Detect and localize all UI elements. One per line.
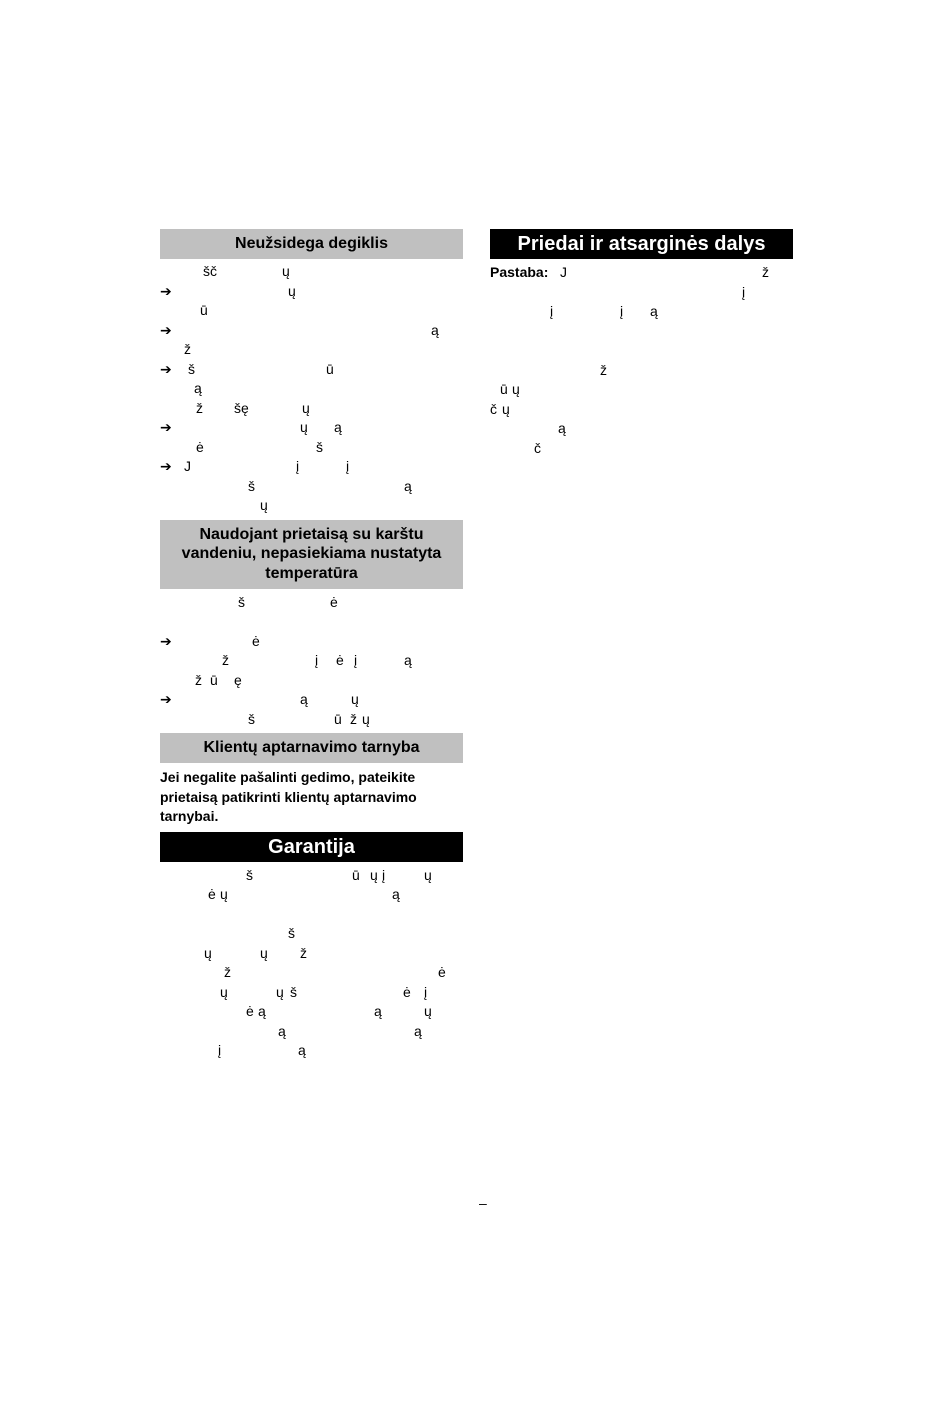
text-fragment: ž [350, 710, 357, 727]
text-fragment: į [382, 866, 386, 883]
arrow-right-icon: ➔ [160, 691, 172, 707]
text-fragment: ū [326, 360, 334, 377]
text-fragment: ą [194, 380, 202, 396]
text-fragment: ą [298, 1042, 306, 1058]
text-fragment: ų [204, 944, 212, 961]
text-fragment: ž [184, 341, 191, 357]
text-fragment: š [248, 710, 255, 727]
text-fragment: ū [352, 866, 360, 883]
text-fragment: ą [414, 1022, 422, 1039]
arrow-right-icon: ➔ [160, 632, 172, 649]
left-column [160, 229, 463, 1061]
text-fragment: ų [300, 419, 308, 435]
text-line [160, 262, 463, 282]
section-body-burner [160, 262, 463, 516]
text-line [160, 612, 463, 632]
text-fragment: ą [374, 1003, 382, 1019]
text-line [160, 671, 463, 691]
text-line [160, 399, 463, 419]
text-fragment: ų [362, 710, 370, 727]
text-fragment: š [188, 360, 195, 377]
text-fragment: ų [220, 886, 228, 902]
section-heading-accessories: Priedai ir atsarginės dalys [490, 229, 793, 259]
text-line [160, 379, 463, 399]
customer-service-text: Jei negalite pašalinti gedimo, pateikite prietaisą patikrinti klientų aptarnavimo tarnybai. [160, 769, 417, 824]
text-fragment: ė [196, 438, 204, 455]
text-fragment: į [315, 652, 319, 668]
list-item [160, 690, 463, 710]
text-fragment: ą [431, 321, 439, 338]
list-item [160, 360, 463, 380]
text-fragment: ų [220, 983, 228, 1000]
text-fragment: š [288, 925, 295, 941]
text-fragment: ė [252, 632, 260, 649]
text-fragment: ė [438, 964, 446, 980]
text-fragment: ę [234, 671, 242, 688]
text-fragment: ž [222, 652, 229, 668]
text-line [160, 496, 463, 516]
text-line [160, 944, 463, 964]
text-line [160, 1022, 463, 1042]
text-fragment: ž [600, 361, 607, 378]
text-fragment: ž [224, 964, 231, 980]
text-fragment: šč [203, 263, 217, 279]
text-fragment: į [354, 652, 358, 668]
text-fragment: ū [210, 671, 218, 688]
arrow-right-icon: ➔ [160, 458, 172, 474]
text-fragment: ų [276, 983, 284, 1000]
text-line [490, 439, 793, 459]
right-column [490, 229, 793, 458]
section-heading-temperature: Naudojant prietaisą su karštu vandeniu, nepasiekiama nustatyta temperatūra [160, 520, 463, 589]
text-line [160, 438, 463, 458]
text-line [490, 283, 793, 303]
text-fragment: ė [403, 983, 411, 1000]
text-line [490, 361, 793, 381]
text-fragment: ė [330, 593, 338, 610]
text-fragment: ą [258, 1003, 266, 1019]
text-fragment: ų [351, 691, 359, 707]
list-item [160, 418, 463, 438]
text-fragment: ų [260, 944, 268, 961]
text-fragment: ą [404, 652, 412, 668]
text-line [160, 301, 463, 321]
section-body-accessories [490, 263, 793, 458]
text-fragment: ė [208, 886, 216, 902]
text-fragment: į [550, 303, 554, 319]
text-fragment: ų [260, 497, 268, 513]
text-fragment: ą [300, 691, 308, 707]
text-fragment: ą [392, 886, 400, 902]
text-line [160, 866, 463, 886]
text-fragment: ė [336, 652, 344, 668]
text-fragment: š [238, 593, 245, 610]
text-line [160, 710, 463, 730]
text-fragment: J [184, 458, 191, 474]
text-fragment: č [490, 400, 497, 417]
text-fragment: ą [558, 420, 566, 436]
text-fragment: š [316, 438, 323, 455]
text-fragment: ą [334, 419, 342, 435]
text-fragment: ū [500, 381, 508, 397]
section-heading-burner: Neužsidega degiklis [160, 229, 463, 259]
text-fragment: ž [195, 671, 202, 688]
section-body-warranty [160, 866, 463, 1061]
text-line [490, 322, 793, 342]
text-fragment: ū [334, 710, 342, 727]
text-line [160, 1002, 463, 1022]
text-fragment: ų [424, 1003, 432, 1019]
text-line [490, 302, 793, 322]
text-fragment: į [424, 983, 428, 1000]
arrow-right-icon: ➔ [160, 321, 172, 338]
text-line [160, 885, 463, 905]
text-fragment: š [290, 983, 297, 1000]
text-fragment: ų [288, 282, 296, 299]
text-line [490, 341, 793, 361]
text-fragment: ž [762, 264, 769, 280]
text-line [160, 593, 463, 613]
list-item [160, 632, 463, 652]
page-number: – [479, 1195, 487, 1211]
text-line [160, 477, 463, 497]
text-fragment: ų [370, 866, 378, 883]
text-fragment: ų [512, 381, 520, 397]
text-line [160, 651, 463, 671]
section-heading-customer-service: Klientų aptarnavimo tarnyba [160, 733, 463, 763]
list-item [160, 282, 463, 302]
text-fragment: į [742, 283, 746, 300]
text-fragment: ų [502, 400, 510, 417]
section-heading-warranty: Garantija [160, 832, 463, 862]
list-item [160, 321, 463, 341]
arrow-right-icon: ➔ [160, 282, 172, 299]
text-fragment: į [218, 1042, 222, 1058]
text-line [160, 1041, 463, 1061]
text-fragment: ų [424, 866, 432, 883]
text-fragment: ž [300, 944, 307, 961]
text-fragment: ų [302, 399, 310, 416]
text-fragment: ž [196, 399, 203, 416]
arrow-right-icon: ➔ [160, 419, 172, 435]
section-body-temperature [160, 593, 463, 730]
text-fragment: š [246, 866, 253, 883]
text-fragment: į [346, 458, 350, 474]
text-line [160, 963, 463, 983]
text-fragment: į [620, 303, 624, 319]
text-line [160, 983, 463, 1003]
text-fragment: ą [404, 477, 412, 494]
text-line [490, 380, 793, 400]
text-line [160, 905, 463, 925]
text-fragment: š [248, 477, 255, 494]
note-label: Pastaba: [490, 264, 549, 280]
arrow-right-icon: ➔ [160, 360, 172, 377]
text-fragment: ų [282, 263, 290, 279]
text-fragment: ė [246, 1003, 254, 1019]
text-fragment: šę [234, 399, 249, 416]
text-line [160, 340, 463, 360]
text-fragment: į [296, 458, 300, 474]
text-fragment: ū [200, 302, 208, 318]
text-fragment: J [560, 264, 567, 280]
text-fragment: ą [278, 1022, 286, 1039]
text-line [490, 263, 793, 283]
text-line [490, 419, 793, 439]
list-item [160, 457, 463, 477]
text-fragment: č [534, 439, 541, 456]
text-line [490, 400, 793, 420]
text-line [160, 924, 463, 944]
text-fragment: ą [650, 303, 658, 319]
